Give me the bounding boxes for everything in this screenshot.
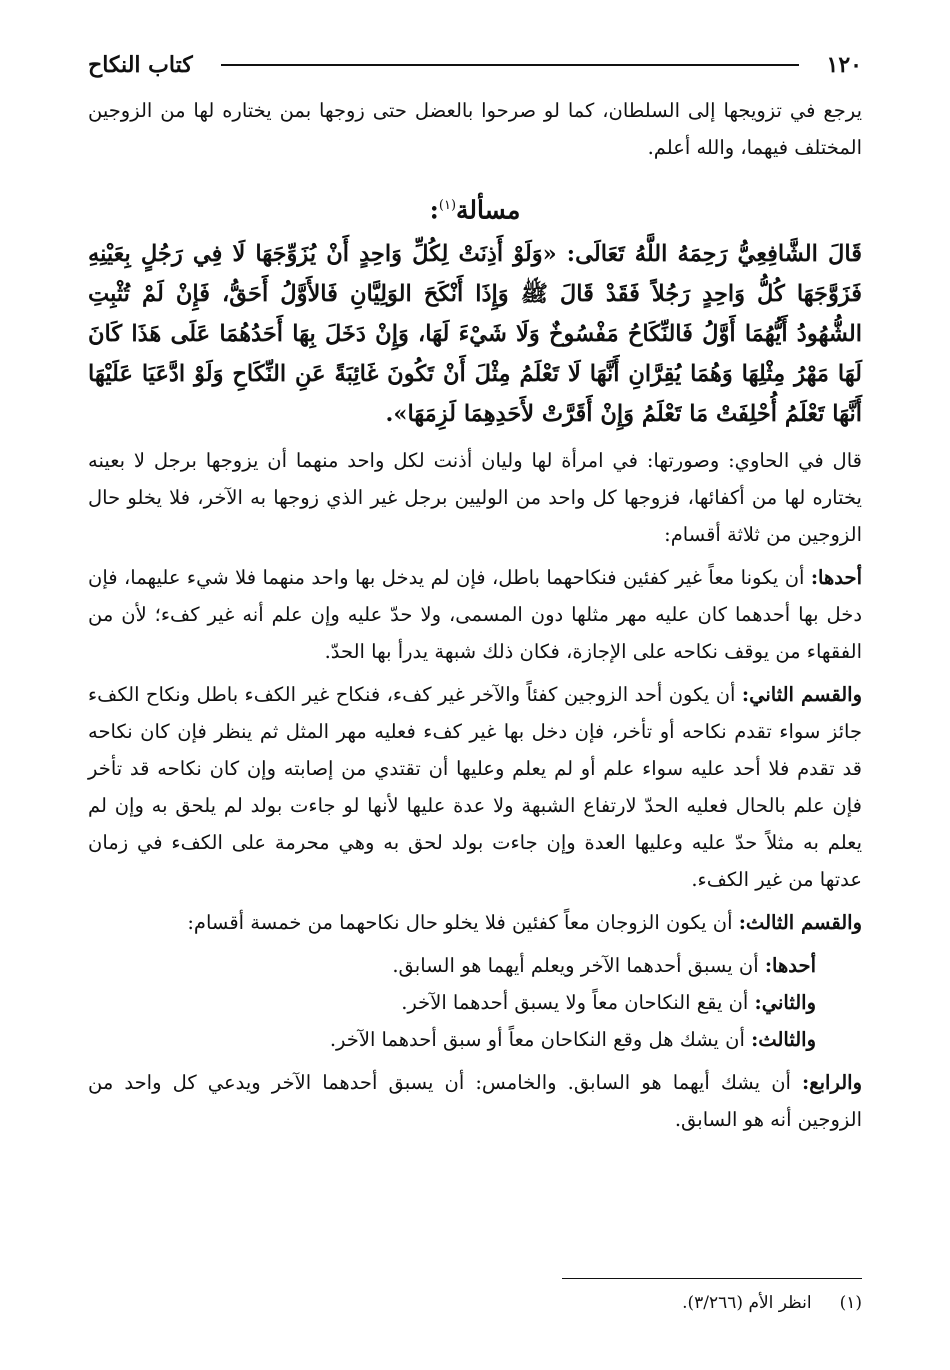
page-header bbox=[88, 48, 862, 82]
case-one-label: أحدها: bbox=[764, 954, 816, 978]
case-four bbox=[88, 1064, 862, 1138]
case-three-label: والثالث: bbox=[751, 1028, 816, 1052]
hawi-paragraph: قال في الحاوي: وصورتها: في امرأة لها وليان أذنت لكل واحد منهما أن يزوجها برجل لا بعينه يختاره لها من أكفائها، فزوجها كل واحد من الوليين برجل غير الذي زوجها به الآخر، فلا يخلو حال الزوجين من ثلاثة أقسام: bbox=[88, 449, 862, 547]
footnote-rule bbox=[562, 1278, 862, 1279]
case-one-text: أن يسبق أحدهما الآخر ويعلم أيهما هو السابق. bbox=[392, 954, 765, 978]
first-category bbox=[88, 559, 862, 670]
heading-title: مسألة bbox=[456, 195, 521, 225]
third-category bbox=[88, 904, 862, 941]
section-heading bbox=[88, 186, 862, 230]
first-category-label: أحدها: bbox=[810, 566, 862, 590]
third-category-label: والقسم الثالث: bbox=[738, 911, 862, 935]
second-category bbox=[88, 676, 862, 898]
footnote-text: انظر الأم (٣/٢٦٦). bbox=[682, 1293, 812, 1313]
third-category-text: أن يكون الزوجان معاً كفئين فلا يخلو حال نكاحهما من خمسة أقسام: bbox=[187, 911, 739, 935]
shafii-quote: قَالَ الشَّافِعِيُّ رَحِمَهُ اللَّهُ تَعَالَى: «وَلَوْ أَذِنَتْ لِكُلِّ وَاحِدٍ أَنْ يُزَوِّجَهَا لَا فِي رَجُلٍ بِعَيْنِهِ فَزَوَّجَهَا كُلُّ وَاحِدٍ رَجُلاً فَقَدْ قَالَ ﷺ وَإِذَا أَنْكَحَ الوَلِيَّانِ فَالأَوَّلُ أَحَقُّ، فَإِنْ لَمْ تُثْبِتِ الشُّهُودُ أَيُّهُمَا أَوَّلُ فَالنِّكَاحُ مَفْسُوخٌ وَلَا شَيْءَ لَهَا، وَإِنْ دَخَلَ بِهَا أَحَدُهُمَا عَلَى هَذَا كَانَ لَهَا مَهْرُ مِثْلِهَا وَهُمَا يُقِرَّانِ أَنَّهَا لَا تَعْلَمُ مِثْلَ أَنْ تَكُونَ غَائِبَةً عَنِ النِّكَاحِ وَلَوْ ادَّعَيَا عَلَيْهَا أَنَّهَا تَعْلَمُ أُحْلِفَتْ مَا تَعْلَمُ وَإِنْ أَقَرَّتْ لأَحَدِهِمَا لَزِمَهَا». bbox=[88, 241, 862, 428]
first-category-text: أن يكونا معاً غير كفئين فنكاحهما باطل، فإن لم يدخل بها واحد منهما فلا شيء عليهما، فإن دخل بها أحدهما كان عليه مهر مثلها دون المسمى، ولا حدّ عليه وإن علم أنه غير كفء؛ لأن من الفقهاء من يوقف نكاحه على الإجازة، فكان ذلك شبهة يدرأ بها الحدّ. bbox=[88, 566, 862, 664]
case-three bbox=[88, 1021, 862, 1058]
case-two-label: والثاني: bbox=[754, 991, 816, 1015]
intro-paragraph: يرجع في تزويجها إلى السلطان، كما لو صرحوا بالعضل حتى زوجها بمن يختاره لها من الزوجين المختلف فيهما، والله أعلم. bbox=[88, 99, 862, 159]
heading-footnote-marker: (١) bbox=[438, 198, 457, 213]
case-three-text: أن يشك هل وقع النكاحان معاً أو سبق أحدهما الآخر. bbox=[329, 1028, 752, 1052]
header-rule bbox=[221, 64, 799, 66]
page-number: ١٢٠ bbox=[826, 52, 862, 78]
footnote-number: (١) bbox=[839, 1293, 862, 1313]
book-title: كتاب النكاح bbox=[88, 52, 193, 78]
case-four-text: أن يشك أيهما هو السابق. والخامس: أن يسبق أحدهما الآخر ويدعي كل واحد من الزوجين أنه هو السابق. bbox=[88, 1071, 862, 1132]
case-four-label: والرابع: bbox=[802, 1071, 862, 1095]
heading-colon: : bbox=[429, 195, 439, 225]
case-one bbox=[88, 947, 862, 984]
case-two-text: أن يقع النكاحان معاً ولا يسبق أحدهما الآخر. bbox=[401, 991, 755, 1015]
second-category-text: أن يكون أحد الزوجين كفئاً والآخر غير كفء، فنكاح غير الكفء باطل ونكاح الكفء جائز سواء تقدم نكاحه أو تأخر، فإن دخل بها غير كفء فعليه مهر المثل ثم ينظر فإن كان نكاحه قد تقدم فلا أحد عليه سواء علم أو لم يعلم وعليها أن تقتدي من إصابته وإن كان نكاحه قد تأخر فإن علم بالحال فعليه الحدّ لارتفاع الشبهة ولا عدة عليها لأنها لو جاءت بولد لم يلحق به وإن لم يعلم به مثلاً حدّ عليه وعليها العدة وإن جاءت بولد لحق به وهي محرمة على الكفء في زمان عدتها من غير الكفء. bbox=[88, 683, 862, 892]
page-body bbox=[88, 92, 862, 1138]
second-category-label: والقسم الثاني: bbox=[741, 683, 862, 707]
footnote bbox=[88, 1288, 862, 1318]
case-two bbox=[88, 984, 862, 1021]
